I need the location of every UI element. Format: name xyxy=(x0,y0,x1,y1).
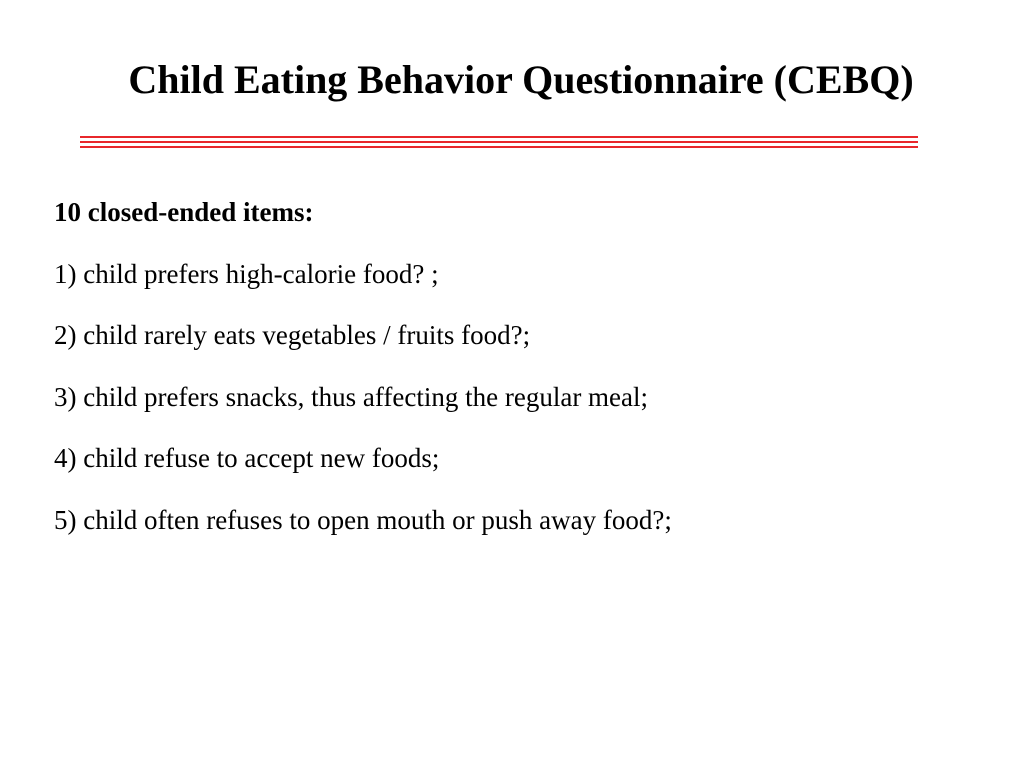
item-list xyxy=(54,192,994,561)
title-underline-rule xyxy=(80,141,918,143)
list-item: 3) child prefers snacks, thus affecting the regular meal; xyxy=(54,381,649,412)
title-underline-rule xyxy=(80,136,918,138)
list-item: 1) child prefers high-calorie food? ; xyxy=(54,258,439,289)
list-item: 5) child often refuses to open mouth or push away food?; xyxy=(54,504,672,535)
list-item: 4) child refuse to accept new foods; xyxy=(54,443,440,473)
slide-title: Child Eating Behavior Questionnaire (CEBQ) xyxy=(128,57,914,102)
list-item: 2) child rarely eats vegetables / fruits food?; xyxy=(54,320,531,350)
title-underline-rule xyxy=(80,146,918,148)
list-heading: 10 closed-ended items: xyxy=(54,197,314,227)
